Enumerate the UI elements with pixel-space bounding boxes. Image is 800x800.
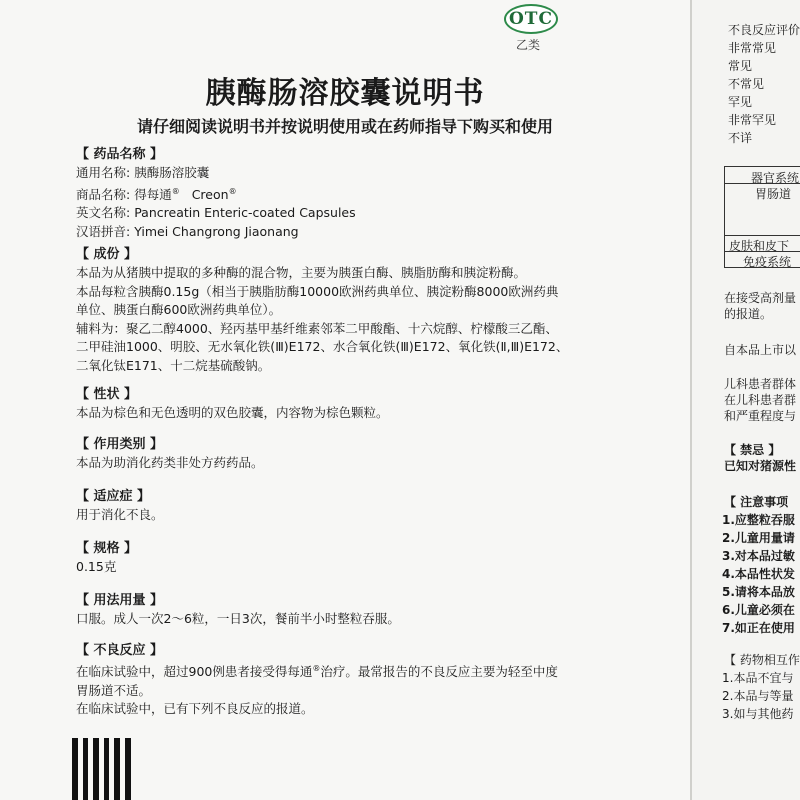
frequency-line: 非常常见 <box>728 41 777 55</box>
barcode <box>72 738 134 800</box>
interaction-item: 3.如与其他药 <box>722 707 794 721</box>
brand-name-label: 商品名称: <box>76 186 131 202</box>
paragraph-line: 的报道。 <box>724 307 773 321</box>
pinyin-value: Yimei Changrong Jiaonang <box>134 223 299 239</box>
paragraph-line: 儿科患者群体 <box>724 377 797 391</box>
section-composition <box>76 246 646 375</box>
section-header: 【 成份 】 <box>76 247 138 262</box>
precaution-item: 7.如正在使用 <box>722 621 795 635</box>
registered-mark: ® <box>228 186 237 196</box>
precaution-item: 2.儿童用量请 <box>722 531 795 545</box>
english-name-value: Pancreatin Enteric-coated Capsules <box>134 205 356 221</box>
instruction-leaflet-right-panel <box>692 0 800 800</box>
precaution-item: 5.请将本品放 <box>722 585 795 599</box>
description-text: 本品为棕色和无色透明的双色胶囊，内容物为棕色颗粒。 <box>76 405 389 420</box>
paragraph-line: 自本品上市以 <box>724 343 797 357</box>
frequency-line: 不良反应评价 <box>728 23 800 37</box>
table-cell: 免疫系统 <box>743 255 792 269</box>
pinyin-row <box>76 223 646 242</box>
generic-name-row <box>76 164 646 183</box>
indication-text: 用于消化不良。 <box>76 507 164 522</box>
paragraph-line: 和严重程度与 <box>724 409 797 423</box>
pinyin-label: 汉语拼音: <box>76 223 131 239</box>
composition-line: 本品为从猪胰中提取的多种酶的混合物，主要为胰蛋白酶、胰脂肪酶和胰淀粉酶。 <box>76 265 527 280</box>
table-cell: 胃肠道 <box>755 187 792 201</box>
section-header: 【 不良反应 】 <box>76 643 164 658</box>
table-cell: 皮肤和皮下 <box>729 239 790 253</box>
adverse-line-part: 治疗。最常报告的不良反应主要为轻至中度 <box>320 664 558 680</box>
english-name-row <box>76 204 646 223</box>
section-spec <box>76 540 646 577</box>
english-name-label: 英文名称: <box>76 205 131 221</box>
table-cell: 器官系统 <box>751 171 800 185</box>
frequency-line: 常见 <box>728 59 753 73</box>
brand-name-english: Creon <box>191 186 229 202</box>
otc-badge <box>504 4 558 34</box>
adverse-line: 胃肠道不适。 <box>76 682 152 698</box>
brand-name-row <box>76 183 646 205</box>
section-header: 【 作用类别 】 <box>76 437 164 452</box>
section-header: 【 药物相互作 <box>724 653 800 667</box>
section-header: 【 禁忌 】 <box>724 443 781 457</box>
paragraph-line: 在接受高剂量 <box>724 291 797 305</box>
precaution-item: 6.儿童必须在 <box>722 603 795 617</box>
paragraph-line: 在儿科患者群 <box>724 393 797 407</box>
section-description <box>76 386 646 423</box>
frequency-line: 不常见 <box>728 77 765 91</box>
section-header: 【 用法用量 】 <box>76 593 164 608</box>
category-text: 本品为助消化药类非处方药药品。 <box>76 455 264 470</box>
section-header: 【 适应症 】 <box>76 489 151 504</box>
section-drug-name <box>76 146 646 241</box>
brand-name-value: 得每通 <box>134 186 172 202</box>
section-header: 【 规格 】 <box>76 541 138 556</box>
frequency-line: 罕见 <box>728 95 753 109</box>
composition-line: 二甲硅油1000、明胶、无水氧化铁(Ⅲ)E172、水合氧化铁(Ⅲ)E172、氧化铁(Ⅱ,Ⅲ)E172、 <box>76 339 569 354</box>
composition-line: 辅料为：聚乙二醇4000、羟丙基甲基纤维素邻苯二甲酸酯、十六烷醇、柠檬酸三乙酯、 <box>76 320 558 336</box>
frequency-line: 非常罕见 <box>728 113 777 127</box>
section-header: 【 性状 】 <box>76 387 138 402</box>
page-title: 胰酶肠溶胶囊说明书 <box>205 76 485 111</box>
page-subtitle: 请仔细阅读说明书并按说明使用或在药师指导下购买和使用 <box>136 117 553 136</box>
frequency-line: 不详 <box>728 131 753 145</box>
precaution-item: 4.本品性状发 <box>722 567 795 581</box>
composition-line: 本品每粒含胰酶0.15g（相当于胰脂肪酶10000欧洲药典单位、胰淀粉酶8000欧洲药典 <box>76 283 559 299</box>
precaution-item: 3.对本品过敏 <box>722 549 795 563</box>
generic-name-label: 通用名称: <box>76 165 131 180</box>
registered-mark: ® <box>171 186 180 196</box>
precaution-item: 1.应整粒吞服 <box>722 513 795 527</box>
contraindication-text: 已知对猪源性 <box>724 459 797 473</box>
spec-text: 0.15克 <box>76 559 117 574</box>
adverse-line <box>76 660 646 682</box>
section-dosage <box>76 592 646 629</box>
section-header: 【 药品名称 】 <box>76 147 164 162</box>
interaction-item: 1.本品不宜与 <box>722 671 794 685</box>
adverse-reaction-table <box>724 166 800 268</box>
dosage-text: 口服。成人一次2～6粒，一日3次，餐前半小时整粒吞服。 <box>76 611 400 626</box>
adverse-line: 在临床试验中，已有下列不良反应的报道。 <box>76 701 314 717</box>
section-category <box>76 436 646 473</box>
composition-line: 二氧化钛E171、十二烷基硫酸钠。 <box>76 357 271 373</box>
generic-name-value: 胰酶肠溶胶囊 <box>134 165 210 180</box>
registered-mark: ® <box>312 664 321 673</box>
composition-line: 单位、胰蛋白酶600欧洲药典单位）。 <box>76 302 282 317</box>
section-header: 【 注意事项 <box>724 495 789 509</box>
adverse-line-part: 在临床试验中，超过900例患者接受得每通 <box>76 664 313 680</box>
section-adverse-reactions <box>76 642 646 719</box>
otc-badge-text: OTC <box>509 9 553 29</box>
otc-class-label: 乙类 <box>516 38 541 52</box>
interaction-item: 2.本品与等量 <box>722 689 794 703</box>
section-indication <box>76 488 646 525</box>
